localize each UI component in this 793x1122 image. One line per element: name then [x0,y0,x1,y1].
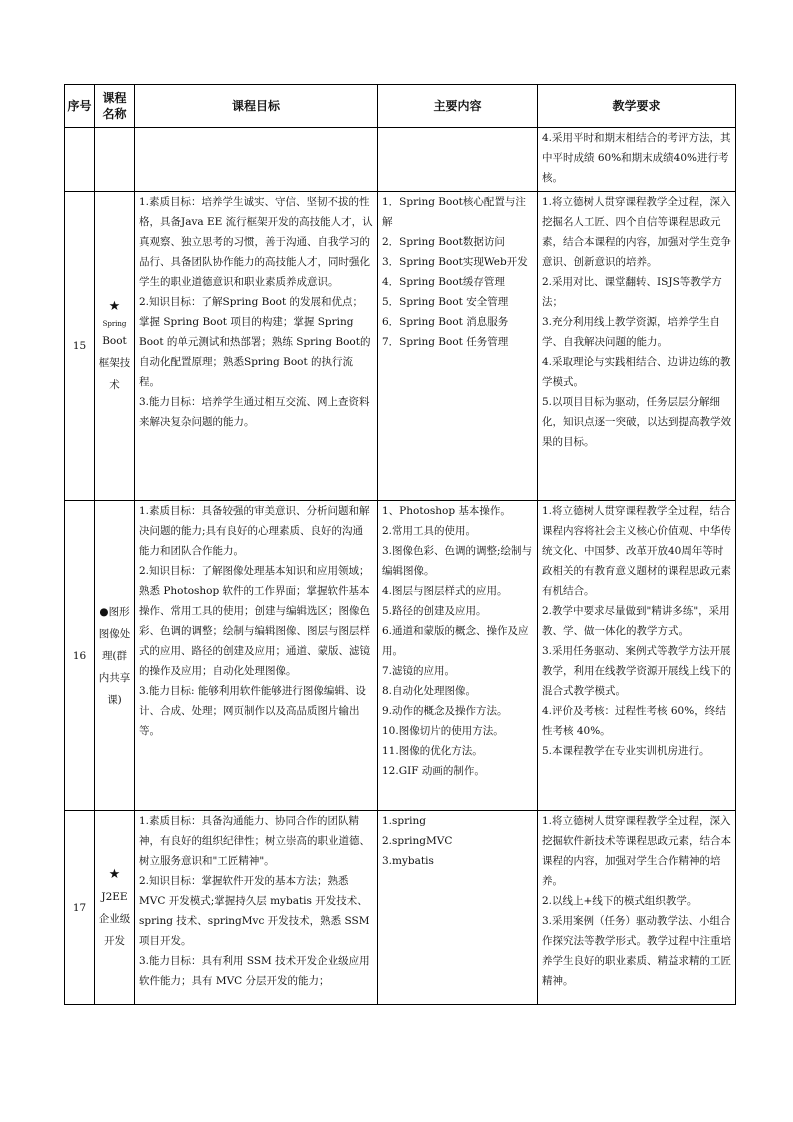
content-item: 9.动作的概念及操作方法。 [382,705,508,717]
content-item: 3.图像色彩、色调的调整;绘制与编辑图像。 [382,545,533,577]
course-name-cell [95,811,135,1005]
course-name: 图形图像处理(群内共享课) [98,605,131,706]
content-item: 7．Spring Boot 任务管理 [382,336,509,348]
content-item: 12.GIF 动画的制作。 [382,765,485,777]
content-item: 1.spring [382,815,426,827]
content-item: 3.mybatis [382,855,434,867]
core-course-star-icon: ★ [108,299,121,314]
goals-cell [135,192,378,501]
goal-item: 2.知识目标：了解Spring Boot 的发展和优点；掌握 Spring Boot 项目的构建；掌握 Spring Boot 的单元测试和热部署；熟练 Spring Boot的自动化配置原理；熟悉Spring Boot 的执行流程。 [139,296,371,388]
header-main-content: 主要内容 [378,85,538,128]
header-seq: 序号 [65,85,95,128]
header-course-name: 课程名称 [95,85,135,128]
header-course-goals: 课程目标 [135,85,378,128]
contents-cell [378,128,538,192]
content-item: 2.springMVC [382,835,453,847]
content-item: 4.图层与图层样式的应用。 [382,585,508,597]
goals-cell [135,128,378,192]
course-name-cell [95,501,135,811]
content-item: 2.常用工具的使用。 [382,525,477,537]
requirements-cell [538,501,736,811]
table-header-row [65,85,736,128]
seq-cell: 17 [65,811,95,1005]
seq-cell: 15 [65,192,95,501]
content-item: 3．Spring Boot实现Web开发 [382,256,528,268]
requirement-item: 4.评价及考核：过程性考核 60%，终结性考核 40%。 [542,705,726,737]
core-course-star-icon: ★ [108,866,121,882]
requirement-item: 3.采用任务驱动、案例式等教学方法开展教学，利用在线教学资源开展线上线下的混合式教学模式。 [542,645,731,697]
content-item: 10.图像切片的使用方法。 [382,725,504,737]
content-item: 5.路径的创建及应用。 [382,605,487,617]
goal-item: 1.素质目标：具备沟通能力、协同合作的团队精神，有良好的组织纪律性；树立崇高的职业道德、树立服务意识和"工匠精神"。 [139,815,370,867]
table-row-continuation [65,128,736,192]
course-name: J2EE企业级开发 [98,890,131,947]
content-item: 5．Spring Boot 安全管理 [382,296,509,308]
content-item: 4．Spring Boot缓存管理 [382,276,505,288]
goals-cell [135,811,378,1005]
table-row-course-17 [65,811,736,1005]
contents-cell [378,192,538,501]
requirement-item: 5.以项目目标为驱动，任务层层分解细化，知识点逐一突破，以达到提高教学效果的目标。 [542,396,731,448]
content-item: 7.滤镜的应用。 [382,665,456,677]
goal-item: 1.素质目标：具备较强的审美意识、分析问题和解决问题的能力;具有良好的心理素质、良好的沟通能力和团队合作能力。 [139,505,370,557]
requirement-item: 2.教学中要求尽量做到"精讲多练"，采用教、学、做一体化的教学方式。 [542,605,730,637]
requirement-item: 4.采取理论与实践相结合、边讲边练的教学模式。 [542,356,731,388]
course-name-prefix: Spring [102,320,127,328]
contents-cell [378,501,538,811]
goal-item: 2.知识目标：掌握软件开发的基本方法；熟悉 MVC 开发模式;掌握持久层 mybatis 开发技术、spring 技术、springMvc 开发技术，熟悉 SSM 项目开发。 [139,875,370,947]
content-item: 8.自动化处理图像。 [382,685,477,697]
elective-course-dot-icon: ● [99,605,109,618]
requirement-item: 3.采用案例（任务）驱动教学法、小组合作探究法等教学形式。教学过程中注重培养学生良好的职业素质、精益求精的工匠精神。 [542,915,731,987]
requirement-item: 5.本课程教学在专业实训机房进行。 [542,745,710,757]
requirement-item: 1.将立德树人贯穿课程教学全过程，深入挖掘名人工匠、四个自信等课程思政元素，结合本课程的内容，加强对学生竞争意识、创新意识的培养。 [542,196,731,268]
course-name-cell [95,128,135,192]
goal-item: 3.能力目标: 能够利用软件能够进行图像编辑、设计、合成、处理；网页制作以及高品质图片输出等。 [139,685,366,737]
goal-item: 2.知识目标：了解图像处理基本知识和应用领域；熟悉 Photoshop 软件的工作界面；掌握软件基本操作、常用工具的使用；创建与编辑选区；图像色彩、色调的调整；绘制与编辑图像、图层与图层样式的应用、路径的创建及应用；通道、蒙版、滤镜的操作及应用；自动化处理图像。 [139,565,370,677]
requirement-item: 2.采用对比、课堂翻转、ISJS等教学方法； [542,276,722,308]
content-item: 1、Photoshop 基本操作。 [382,505,511,517]
requirements-cell [538,811,736,1005]
content-item: 6.通道和蒙版的概念、操作及应用。 [382,625,529,657]
content-item: 1．Spring Boot核心配置与注解 [382,196,526,228]
header-teaching-requirements: 教学要求 [538,85,736,128]
requirement-item: 1.将立德树人贯穿课程教学全过程，结合课程内容将社会主义核心价值观、中华传统文化、中国梦、改革开放40周年等时政相关的有教育意义题材的课程思政元素有机结合。 [542,505,731,597]
requirement-item: 4.采用平时和期末相结合的考评方法，其中平时成绩 60%和期末成绩40%进行考核。 [542,132,731,184]
content-item: 6．Spring Boot 消息服务 [382,316,509,328]
table-row-course-16 [65,501,736,811]
seq-cell: 16 [65,501,95,811]
requirements-cell [538,192,736,501]
course-name-cell [95,192,135,501]
contents-cell [378,811,538,1005]
table-row-course-15 [65,192,736,501]
course-name: Boot框架技术 [98,335,131,391]
course-table [64,84,736,1005]
content-item: 11.图像的优化方法。 [382,745,483,757]
requirement-item: 3.充分利用线上教学资源，培养学生自学、自我解决问题的能力。 [542,316,721,348]
goals-cell [135,501,378,811]
goal-item: 3.能力目标：培养学生通过相互交流、网上查资料来解决复杂问题的能力。 [139,396,370,428]
requirement-item: 1.将立德树人贯穿课程教学全过程，深入挖掘软件新技术等课程思政元素，结合本课程的内容，加强对学生合作精神的培养。 [542,815,731,887]
seq-cell [65,128,95,192]
requirements-cell [538,128,736,192]
requirement-item: 2.以线上+线下的模式组织教学。 [542,895,698,907]
goal-item: 1.素质目标：培养学生诚实、守信、坚韧不拔的性格，具备Java EE 流行框架开发的高技能人才，认真观察、独立思考的习惯，善于沟通、自我学习的品行、具备团队协作能力的高技能人才，同时强化学生的职业道德意识和职业素质养成意识。 [139,196,373,288]
content-item: 2．Spring Boot数据访问 [382,236,505,248]
goal-item: 3.能力目标：具有利用 SSM 技术开发企业级应用软件能力；具有 MVC 分层开发的能力； [139,955,370,987]
